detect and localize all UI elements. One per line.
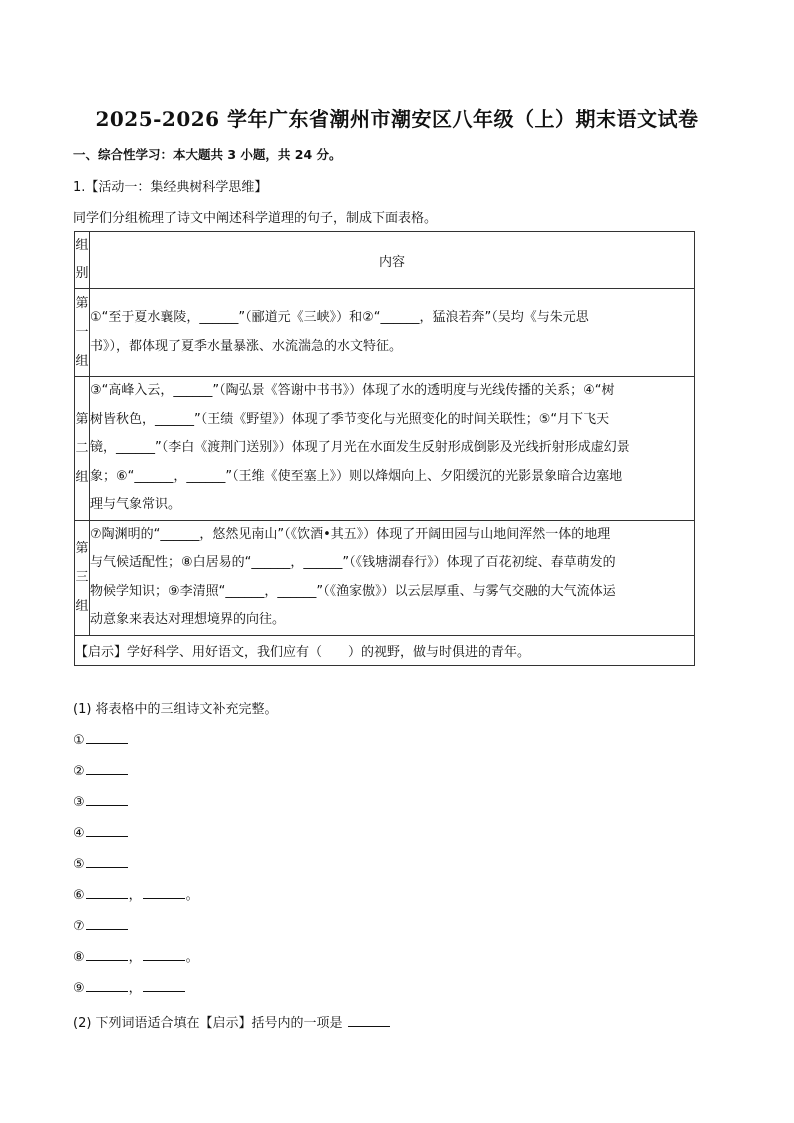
header-group-label: 组别 <box>75 238 89 281</box>
answer-period: 。 <box>185 888 199 903</box>
answer-line <box>73 853 129 872</box>
answer-comma: ， <box>128 950 142 965</box>
answer-number: ⑧ <box>73 950 85 965</box>
answer-comma: ， <box>128 981 142 996</box>
answer-blank[interactable] <box>143 946 185 961</box>
question-1-intro: 同学们分组梳理了诗文中阐述科学道理的句子，制成下面表格。 <box>73 211 438 226</box>
answer-number: ⑨ <box>73 981 85 996</box>
answer-line <box>73 791 129 810</box>
content-line: 动意象来表达对理想境界的向往。 <box>90 612 286 627</box>
answer-blank[interactable] <box>86 729 128 744</box>
table-hint-row <box>75 635 695 665</box>
answer-comma: ， <box>128 888 142 903</box>
header-group-cell <box>75 232 90 289</box>
answer-number: ③ <box>73 795 85 810</box>
table-row <box>75 289 695 377</box>
content-line: ①“至于夏水襄陵，______”（郦道元《三峡》）和②“______，猛浪若奔”（吴均《与朱元思 <box>90 310 589 325</box>
header-content-cell: 内容 <box>90 232 695 289</box>
answer-number: ⑦ <box>73 919 85 934</box>
table-header-row <box>75 232 695 289</box>
content-line: 书》），都体现了夏季水量暴涨、水流湍急的水文特征。 <box>90 338 403 354</box>
answer-blank[interactable] <box>86 791 128 806</box>
content-line: ⑦陶渊明的“______，悠然见南山”（《饮酒•其五》）体现了开阔田园与山地间浑然一体的地理 <box>90 526 611 542</box>
group-label: 第三组 <box>75 541 89 614</box>
group-label: 第二组 <box>75 411 89 485</box>
group-cell <box>75 377 90 521</box>
answer-line <box>73 760 129 779</box>
answer-number: ⑥ <box>73 888 85 903</box>
content-cell <box>90 520 695 635</box>
answer-blank[interactable] <box>86 977 128 992</box>
answer-blank[interactable] <box>143 977 185 992</box>
content-line: 物候学知识；⑨李清照“______，______”（《渔家傲》）以云层厚重、与雾气交融的大气流体运 <box>90 583 616 599</box>
content-cell <box>90 289 695 377</box>
group-cell <box>75 520 90 635</box>
answer-blank[interactable] <box>86 822 128 837</box>
group-label: 第一组 <box>75 296 89 369</box>
poetry-table <box>74 231 695 666</box>
question-1-heading: 1.【活动一：集经典树科学思维】 <box>73 180 268 195</box>
answer-blank[interactable] <box>143 884 185 899</box>
answer-number: ⑤ <box>73 857 85 872</box>
answer-period: 。 <box>185 950 199 965</box>
answer-blank[interactable] <box>86 884 128 899</box>
page-title: 2025-2026 学年广东省潮州市潮安区八年级（上）期末语文试卷 <box>95 107 699 131</box>
content-line: ③“高峰入云，______”（陶弘景《答谢中书书》）体现了水的透明度与光线传播的关系；④“树 <box>90 383 615 398</box>
sub-question-1: (1) 将表格中的三组诗文补充完整。 <box>73 702 278 717</box>
answer-number: ② <box>73 764 85 779</box>
answer-blank[interactable] <box>86 915 128 930</box>
table-row <box>75 520 695 635</box>
answer-number: ④ <box>73 826 85 841</box>
answer-blank[interactable] <box>86 946 128 961</box>
answer-blank[interactable] <box>348 1012 390 1027</box>
answer-number: ① <box>73 733 85 748</box>
sub-question-2-text: (2) 下列词语适合填在【启示】括号内的一项是 <box>73 1016 343 1031</box>
content-line: 与气候适配性；⑧白居易的“______，______”（《钱塘湖春行》）体现了百花初绽、春草萌发的 <box>90 555 616 570</box>
answer-line <box>73 822 129 841</box>
hint-cell: 【启示】学好科学、用好语文，我们应有（ ）的视野，做与时俱进的青年。 <box>75 635 695 665</box>
answer-line <box>73 729 129 748</box>
content-line: 镜，______”（李白《渡荆门送别》）体现了月光在水面发生反射形成倒影及光线折射形成虚幻景 <box>90 440 630 455</box>
answer-line <box>73 946 199 965</box>
answer-blank[interactable] <box>86 760 128 775</box>
sub-question-2 <box>73 1012 391 1031</box>
answer-line <box>73 884 199 903</box>
content-line: 理与气象常识。 <box>90 497 182 512</box>
content-line: 象；⑥“______，______”（王维《使至塞上》）则以烽烟向上、夕阳缓沉的光影景象暗合边塞地 <box>90 468 623 484</box>
content-line: 树皆秋色，______”（王绩《野望》）体现了季节变化与光照变化的时间关联性；⑤“月下飞天 <box>90 411 610 427</box>
content-cell <box>90 377 695 521</box>
answer-line <box>73 977 186 996</box>
table-row <box>75 377 695 521</box>
section-heading: 一、综合性学习：本大题共 3 小题，共 24 分。 <box>73 147 342 162</box>
group-cell <box>75 289 90 377</box>
answer-blank[interactable] <box>86 853 128 868</box>
answer-line <box>73 915 129 934</box>
